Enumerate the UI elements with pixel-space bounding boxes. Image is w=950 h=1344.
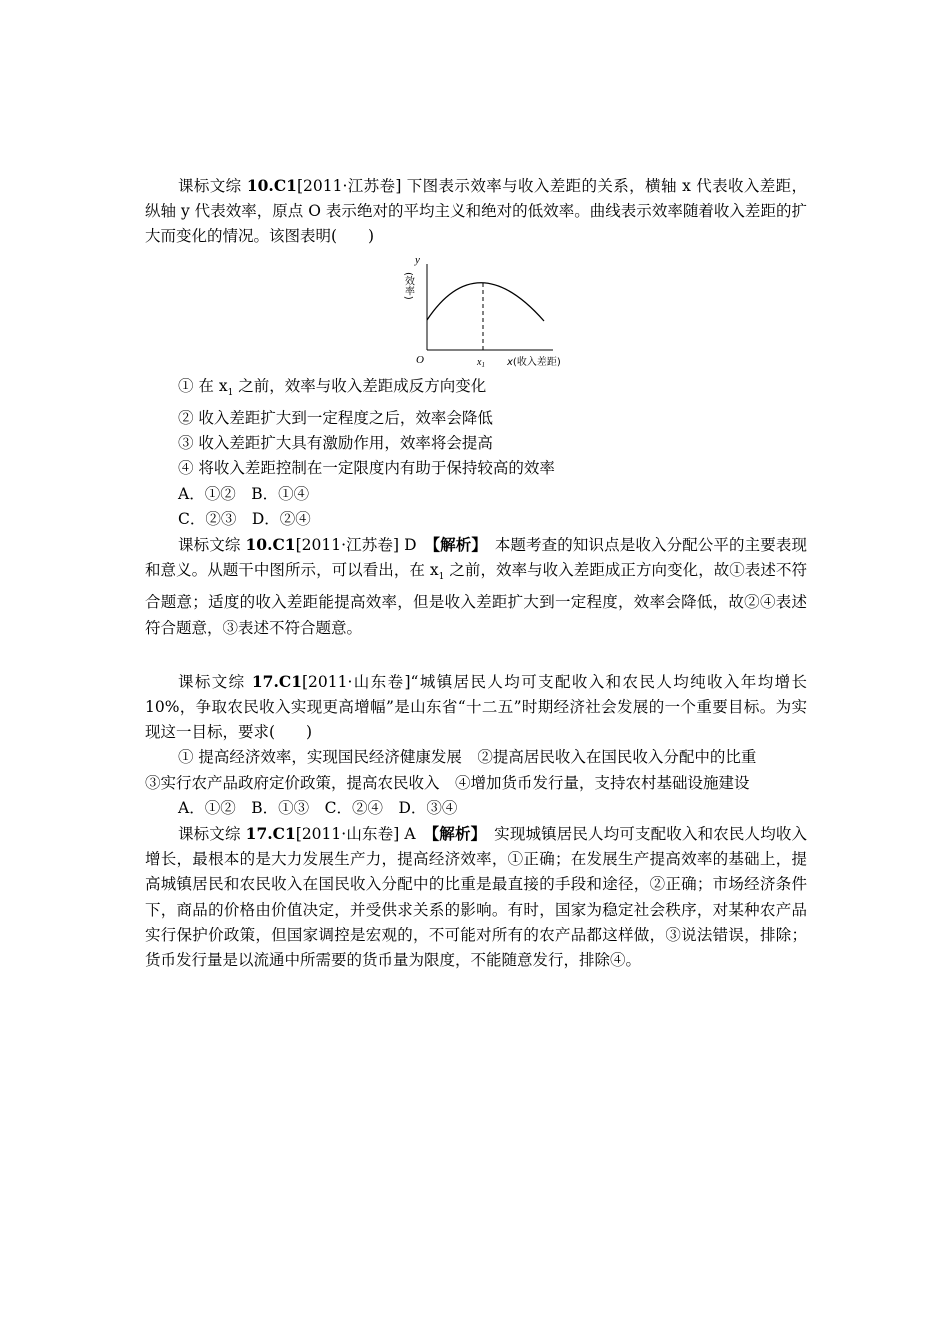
curve-diagram bbox=[403, 250, 583, 374]
question-10-stem bbox=[145, 173, 807, 250]
document-page bbox=[145, 173, 807, 973]
answer-17: 课标文综 17.C1[2011·山东卷] A 【解析】 实现城镇居民人均可支配收入和农民人均收入增长，最根本的是大力发展生产力，提高经济效率，①正确；在发展生产提高效率的基础上，提高城镇居民和农民收入在国民收入分配中的比重是最直接的手段和途径，②正确；市场经济条件下，商品的价格由价值决定，并受供求关系的影响。有时，国家为稳定社会秩序，对某种农产品实行保护价政策，但国家调控是宏观的，不可能对所有的农产品都这样做，③说法错误，排除；货币发行量是以流通中所需要的货币量为限度，不能随意发行，排除④。 bbox=[145, 824, 807, 970]
y-axis-var: y bbox=[415, 253, 420, 266]
answer-10: 课标文综 10.C1[2011·江苏卷] D 【解析】 本题考查的知识点是收入分配公平的主要表现和意义。从题干中图所示，可以看出，在 $x_1$ 之前，效率与收入差距成正方向变化，故①表述不符合题意；适度的收入差距能提高效率，但是收入差距扩大到一定程度，效率会降低，故②④表述符合题意，③表述不符合题意。 bbox=[145, 534, 808, 637]
question-source: [2011·江苏卷] bbox=[296, 177, 402, 195]
x-axis-label: x(收入差距) bbox=[507, 356, 561, 368]
question-code: 10.C1 bbox=[246, 176, 297, 195]
efficiency-curve bbox=[427, 282, 544, 320]
choices-cd: C．②③ D．②④ bbox=[178, 509, 311, 528]
option-4: ④ 将收入差距控制在一定限度内有助于保持较高的效率 bbox=[178, 459, 555, 478]
efficiency-income-gap-figure bbox=[145, 250, 807, 374]
x1-tick-label: $x_1$ bbox=[477, 356, 485, 369]
analysis-tag: 【解析】 bbox=[431, 824, 479, 844]
question-17-stem: 课标文综 17.C1[2011·山东卷]“城镇居民人均可支配收入和农民人均纯收入年均增长 10%，争取农民收入实现更高增幅”是山东省“十二五”时期经济社会发展的一个重要目标。为实现这一目标，要求( ) bbox=[145, 671, 807, 742]
question-prefix: 课标文综 bbox=[178, 177, 247, 195]
option-1: ① 在 $x_1$ 之前，效率与收入差距成反方向变化 bbox=[178, 376, 487, 398]
question-text: 下图表示效率与收入差距的关系，横轴 x 代表收入差距，纵轴 y 代表效率，原点 O 表示绝对的平均主义和绝对的低效率。曲线表示效率随着收入差距的扩大而变化的情况。该图表明( ) bbox=[145, 177, 807, 246]
y-axis-label: (效率) bbox=[403, 271, 414, 300]
answer-letter: D bbox=[399, 535, 433, 554]
origin-label: O bbox=[416, 353, 424, 366]
analysis-tag: 【解析】 bbox=[432, 534, 480, 554]
option-3: ③ 收入差距扩大具有激励作用，效率将会提高 bbox=[178, 434, 493, 453]
option-2: ② 收入差距扩大到一定程度之后，效率会降低 bbox=[178, 408, 493, 427]
choices-ab: A．①② B．①④ bbox=[178, 484, 310, 503]
answer-letter: A bbox=[399, 825, 432, 844]
q17-options-line-2: ③实行农产品政府定价政策，提高农民收入 ④增加货币发行量，支持农村基础设施建设 bbox=[145, 773, 750, 792]
q17-options-line-1: ① 提高经济效率，实现国民经济健康发展 ②提高居民收入在国民收入分配中的比重 bbox=[178, 748, 757, 767]
q17-choices: A．①② B．①③ C．②④ D．③④ bbox=[178, 798, 458, 817]
